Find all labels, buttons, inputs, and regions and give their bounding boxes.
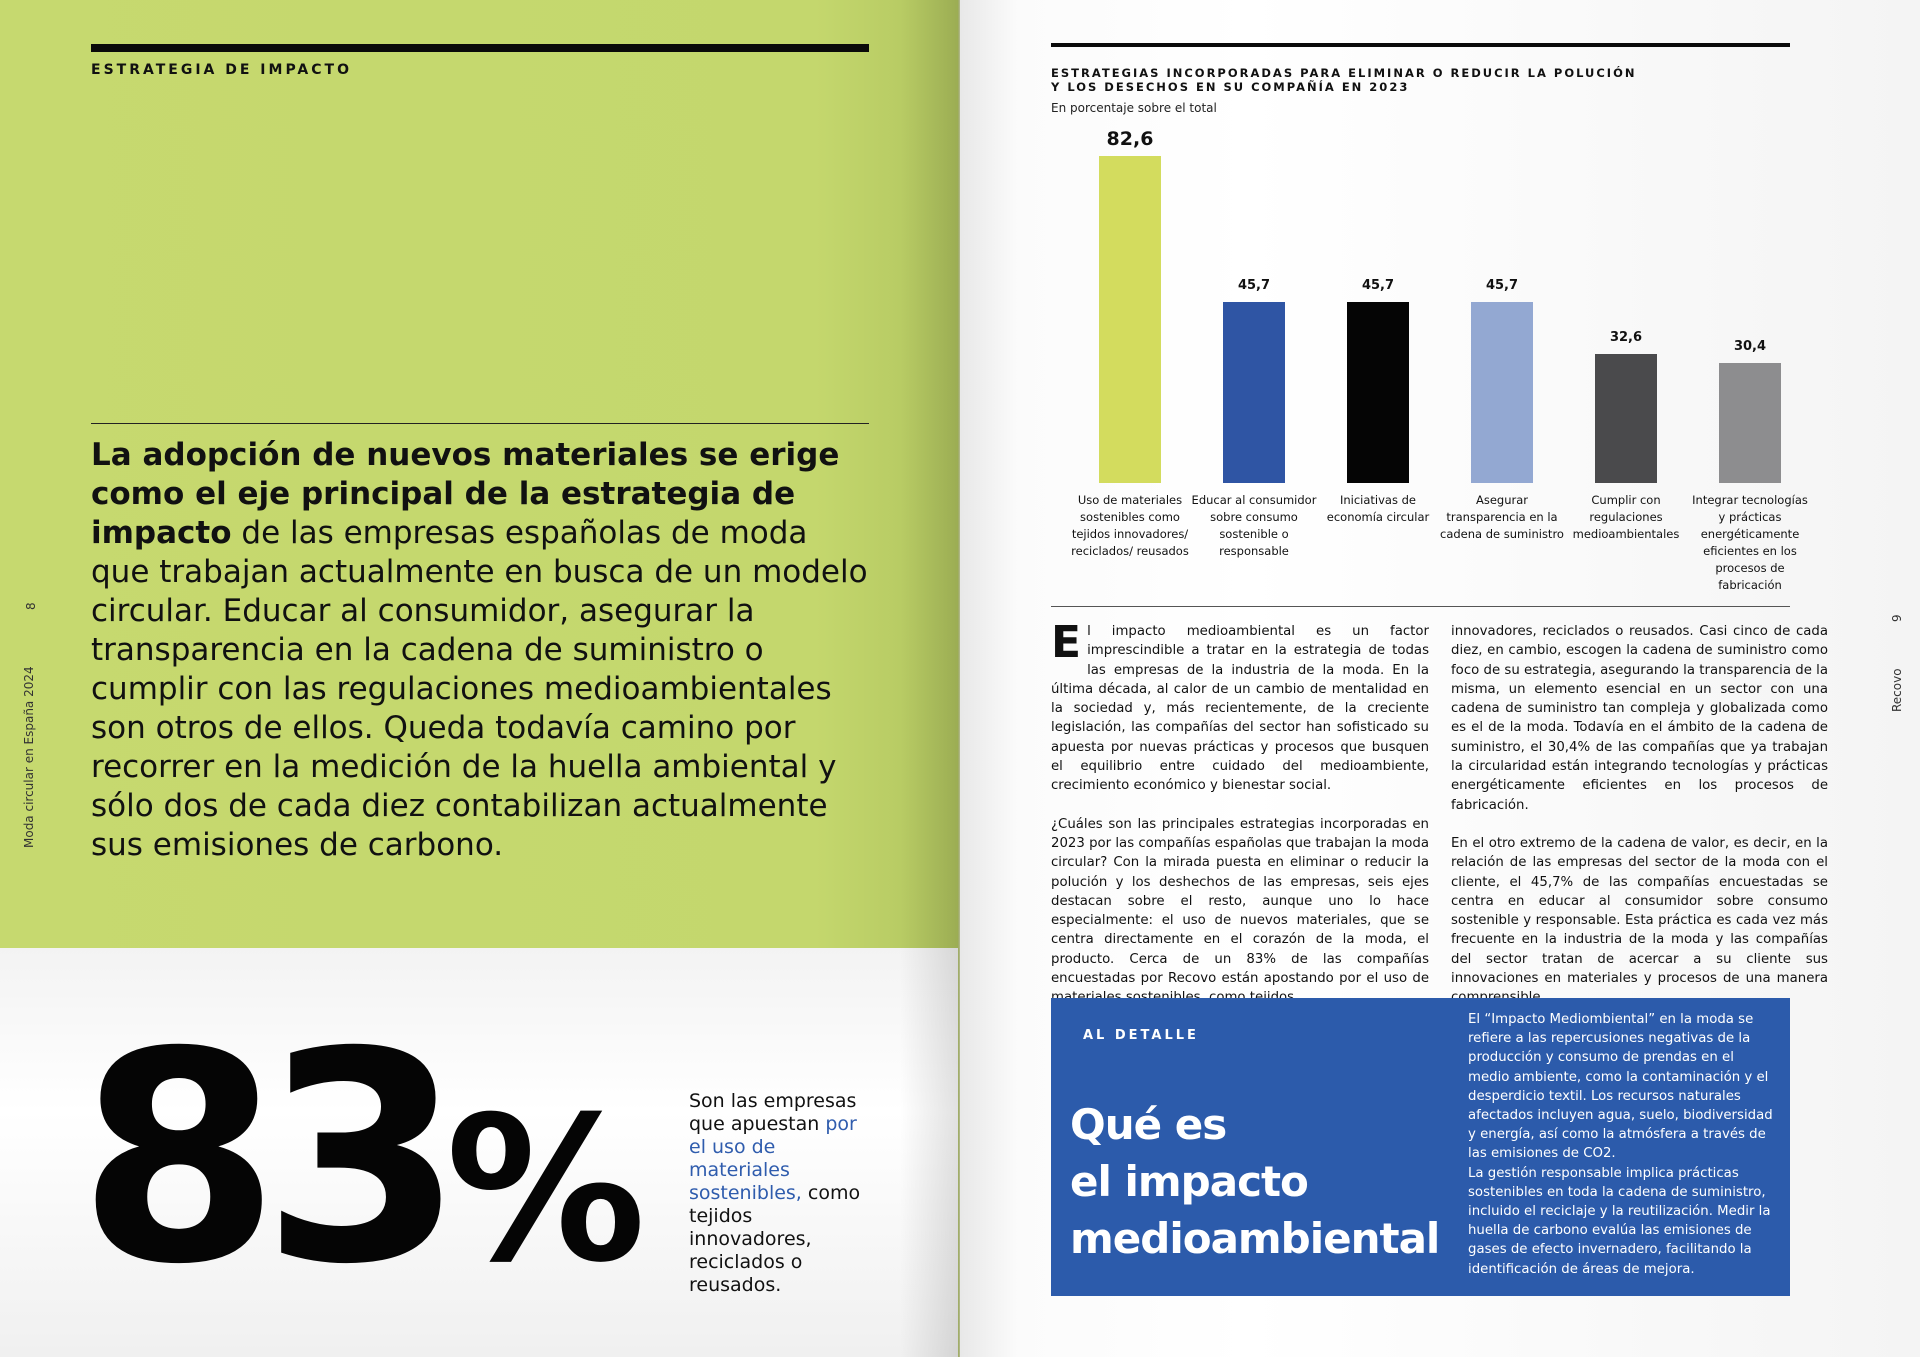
col2-paragraph-2: En el otro extremo de la cadena de valor, es decir, en la relación de las empresas del sector de la moda con el cliente, el 45,7% de las compañías encuestadas se centra en educar al consumidor sobre consumo sostenible y responsable. Esta práctica es cada vez más frecuente en la industria de la moda y las compañías del sector tratan de acercar a su cliente sus innovaciones en materiales y procesos de una manera bbox=[1451, 835, 1828, 987]
stat-caption-part1: Son las empresas que apuestan bbox=[689, 1090, 857, 1135]
lead-bold: La adopción de nuevos materiales se erige como el eje principal de la estrategia de impacto bbox=[91, 437, 840, 551]
bar-3 bbox=[1347, 302, 1409, 483]
page-number: 9 bbox=[1890, 614, 1904, 622]
stat-caption-part2: como tejidos innovadores, reciclados o reusados. bbox=[689, 1182, 861, 1296]
col2-paragraph-1: innovadores, reciclados o reusados. Casi cinco de cada diez, en cambio, escogen la cadena de suministro como foco de su estrategia, asegurando la transparencia de la misma, un elemento esencial en un sector con una cadena de suministro tan compleja y globalizada como es el de la moda. Todavía en el ámbito de la cadena de suministro, el 30,4% de las compañías que ya trabajan la circularidad están integrando tecnologías y prácticas energéticamente eficientes en los procesos de fabricación. bbox=[1451, 624, 1828, 813]
bar-2 bbox=[1223, 302, 1285, 483]
bar-category-label: Uso de materiales sostenibles como tejidos innovadores/ reciclados/ reusados bbox=[1071, 493, 1189, 558]
big-stat-percent: % bbox=[445, 1074, 640, 1307]
lead-rest: de las empresas españolas de moda que trabajan actualmente en busca de un modelo circular. Educar al consumidor, asegurar la transparencia en la cadena de suministro o cumplir con las regulaciones medioambientales son otros de ellos. Queda todavía camino por recorrer en la medición de la huella ambiental y sólo dos de cada diez contabilizan actualmente sus emisiones de carbono. bbox=[91, 515, 868, 863]
col1-paragraph-2: ¿Cuáles son las principales estrategias incorporadas en 2023 por las compañías españolas que trabajan la moda circular? Con la mirada puesta en eliminar o reducir la polución y los deshechos de las empresas, seis ejes destacan sobre el resto, aunque uno lo hace especialmente: el uso de nuevos materiales, que se centra directamente en el corazón de la moda, el producto. Cerca de un 83% de las compañías encuestadas por Recovo están apostando por el uso de bbox=[1051, 816, 1429, 987]
gutter-shadow bbox=[900, 0, 960, 1357]
detail-paragraph-2: La gestión responsable implica prácticas sostenibles en toda la cadena de suministro, incluido el reciclaje y la reutilización. Medir la huella de carbono evalúa las emisiones de gases de efecto invernadero, facilitando la identificación de áreas de mejora. bbox=[1468, 1165, 1771, 1277]
running-title: Moda circular en España 2024 bbox=[22, 666, 36, 848]
bar-value-label: 32,6 bbox=[1609, 330, 1643, 345]
detail-paragraph-1: El “Impacto Mediombiental” en la moda se refiere a las repercusiones negativas de la producción y consumo de prendas en el medio ambiente, como la contaminación y el desperdicio textil. Los recursos naturales afectados incluyen agua, suelo, biodiversidad y energía, así como la atmósfera a través de las emisiones de CO2. bbox=[1468, 1012, 1773, 1162]
big-stat-number: 83 bbox=[78, 991, 446, 1328]
lead-paragraph bbox=[91, 436, 871, 865]
detail-title-line1: Qué es bbox=[1070, 1100, 1227, 1149]
body-column-2 bbox=[1451, 622, 1828, 1027]
bar-6 bbox=[1719, 363, 1781, 483]
divider bbox=[91, 423, 869, 424]
bar-category-label: Iniciativas de economía circular bbox=[1326, 493, 1430, 524]
bar-value-label: 45,7 bbox=[1361, 278, 1395, 293]
right-page bbox=[960, 0, 1920, 1357]
detail-title bbox=[1070, 1096, 1439, 1267]
detail-title-line2: el impacto bbox=[1070, 1157, 1308, 1206]
bar-1 bbox=[1099, 156, 1161, 483]
detail-kicker: AL DETALLE bbox=[1083, 1028, 1199, 1043]
body-column-1 bbox=[1051, 617, 1429, 1027]
big-stat bbox=[78, 991, 640, 1341]
section-title: ESTRATEGIA DE IMPACTO bbox=[91, 62, 352, 78]
bar-category-label: Cumplir con regulaciones medioambientales bbox=[1572, 493, 1680, 541]
chart-subtitle: En porcentaje sobre el total bbox=[1051, 101, 1217, 115]
top-rule bbox=[1051, 43, 1790, 47]
page-number: 8 bbox=[24, 602, 38, 610]
detail-box bbox=[1051, 998, 1790, 1296]
bar-category-label: Integrar tecnologías y prácticas energéticamente eficientes en los procesos de fabricación bbox=[1692, 493, 1808, 592]
chart-divider bbox=[1051, 606, 1790, 607]
detail-title-line3: medioambiental bbox=[1070, 1214, 1440, 1263]
top-rule bbox=[91, 44, 869, 52]
stat-caption bbox=[689, 1090, 869, 1297]
bar-value-label: 82,6 bbox=[1106, 128, 1154, 150]
bar-value-label: 30,4 bbox=[1733, 339, 1767, 354]
bar-value-label: 45,7 bbox=[1237, 278, 1271, 293]
bar-5 bbox=[1595, 354, 1657, 483]
bar-category-label: Educar al consumidor sobre consumo sostenible o responsable bbox=[1191, 493, 1317, 558]
drop-cap: E bbox=[1051, 617, 1082, 668]
chart-title: ESTRATEGIAS INCORPORADAS PARA ELIMINAR O REDUCIR LA POLUCIÓN Y LOS DESECHOS EN SU COMPAÑÍA EN 2023 bbox=[1051, 66, 1637, 94]
col1-paragraph-1: l impacto medioambiental es un factor imprescindible a tratar en la estrategia de todas las empresas de la industria de la moda. En la última década, al calor de un cambio de mentalidad en la sociedad y, más recientemente, de la creciente legislación, las compañías del sector han sofisticado su apuesta por nuevas prácticas y procesos que busquen el equilibrio entre cuidado del medioambiente, crecimiento económico y bienestar social. bbox=[1051, 624, 1429, 794]
running-title: Recovo bbox=[1890, 668, 1904, 712]
bar-category-label: Asegurar transparencia en la cadena de suministro bbox=[1440, 493, 1564, 541]
bar-4 bbox=[1471, 302, 1533, 483]
stat-caption-highlight: por el uso de materiales sostenibles, bbox=[689, 1113, 857, 1204]
bar-value-label: 45,7 bbox=[1485, 278, 1519, 293]
detail-text bbox=[1468, 1010, 1773, 1279]
